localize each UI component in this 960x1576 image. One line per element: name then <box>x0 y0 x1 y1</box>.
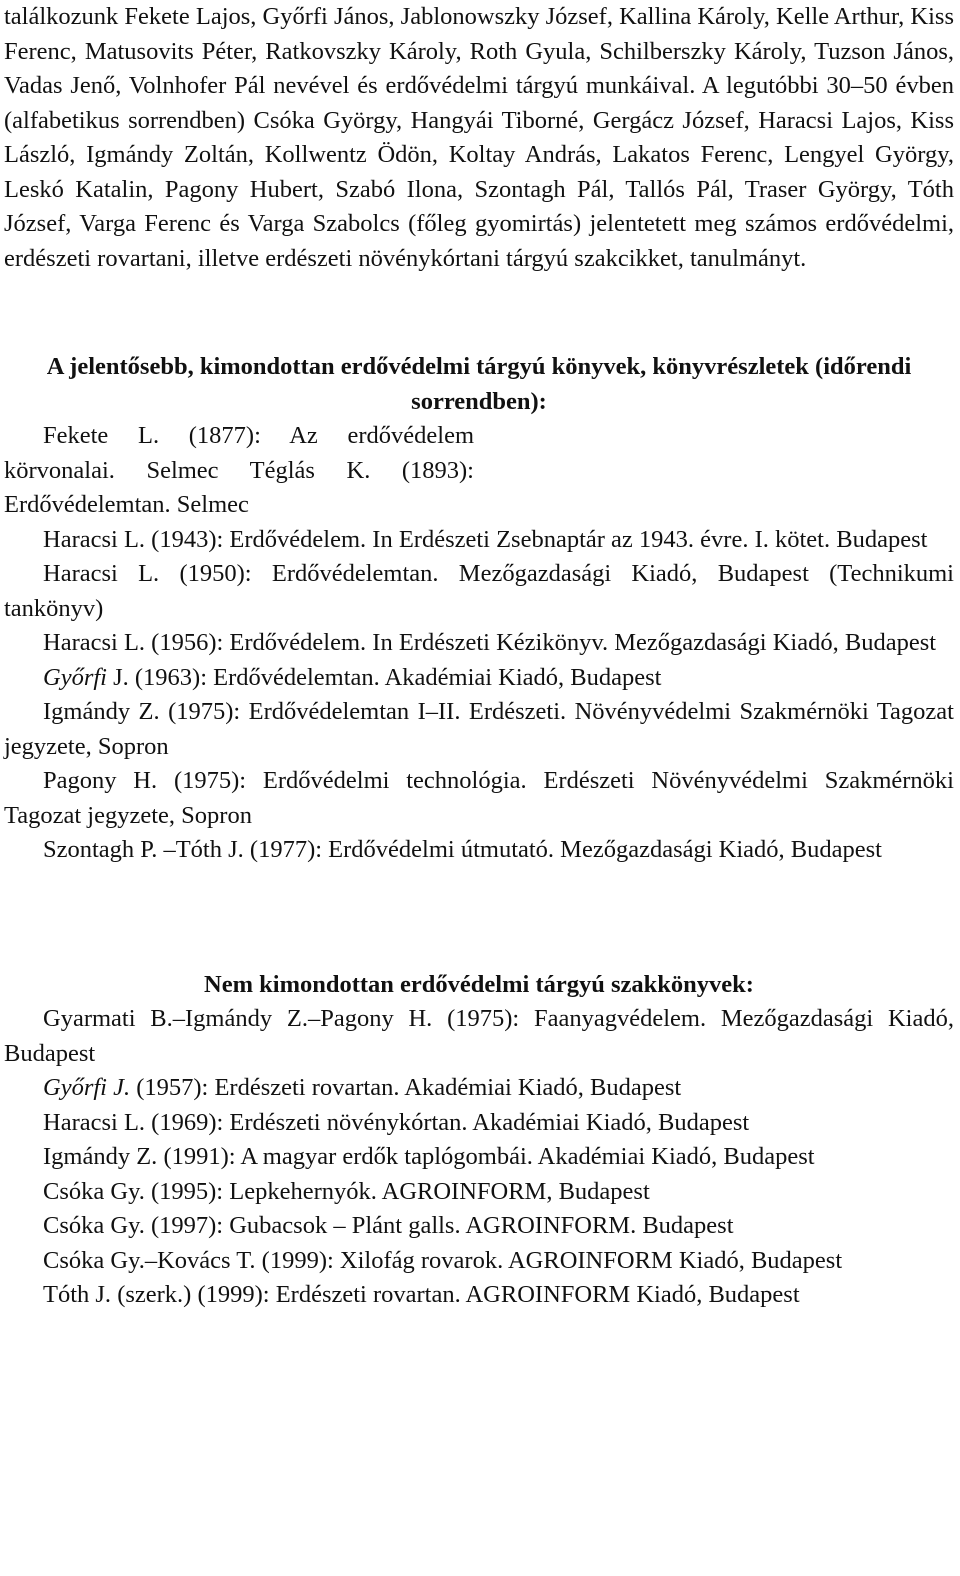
reference-list-primary <box>4 419 954 868</box>
reference-details: (1956): Erdővédelem. In Erdészeti Kézikönyv. Mezőgazdasági Kiadó, Budapest <box>145 629 937 656</box>
reference-details: (1950): Erdővédelemtan. Mezőgazdasági Kiadó, Budapest (Technikumi tankönyv) <box>4 560 954 622</box>
reference-details: (1999): Xilofág rovarok. AGROINFORM Kiadó, Budapest <box>255 1246 843 1274</box>
reference-author: Haracsi L. <box>43 525 146 553</box>
reference-details: (1975): Erdővédelemtan I–II. Erdészeti. Növényvédelmi Szakmérnöki Tagozat jegyzete, Sopron <box>4 698 954 760</box>
reference-item <box>4 1175 954 1210</box>
reference-author: Szontagh P. –Tóth J. <box>43 836 244 863</box>
reference-details: (1975): Erdővédelmi technológia. Erdészeti Növényvédelmi Szakmérnöki Tagozat jegyzete, Sopron <box>4 767 954 829</box>
reference-item <box>4 557 954 626</box>
reference-item <box>4 1209 954 1244</box>
reference-item <box>4 419 474 523</box>
reference-author: Pagony H. <box>43 767 158 794</box>
reference-details: (1943): Erdővédelem. In Erdészeti Zsebnaptár az 1943. évre. I. kötet. Budapest <box>145 525 928 553</box>
reference-details: (1969): Erdészeti növénykórtan. Akadémiai Kiadó, Budapest <box>145 1108 750 1136</box>
reference-author: Tóth J. <box>43 1281 112 1308</box>
reference-author: Gyarmati B.–Igmándy Z.–Pagony H. <box>43 1005 433 1032</box>
reference-item <box>4 695 954 764</box>
reference-author: Csóka Gy. <box>43 1177 145 1205</box>
reference-author: Csóka Gy. <box>43 1212 145 1239</box>
reference-item <box>4 1106 954 1141</box>
reference-item <box>4 764 954 833</box>
reference-item <box>4 1002 954 1071</box>
reference-list-secondary <box>4 1002 954 1313</box>
reference-details: (1975): Faanyagvédelem. Mezőgazdasági Kiadó, Budapest <box>4 1005 954 1067</box>
reference-author: Haracsi L. <box>43 560 160 587</box>
document-page <box>4 0 954 1313</box>
reference-item <box>4 1071 954 1106</box>
reference-item <box>4 661 954 696</box>
reference-author: Csóka Gy.–Kovács T. <box>43 1246 256 1274</box>
reference-details: (1977): Erdővédelmi útmutató. Mezőgazdasági Kiadó, Budapest <box>243 836 882 863</box>
reference-item <box>4 523 954 558</box>
reference-item <box>4 1278 954 1313</box>
reference-details: J. (1963): Erdővédelemtan. Akadémiai Kiadó, Budapest <box>106 663 662 691</box>
reference-item <box>4 1140 954 1175</box>
reference-details: (1991): A magyar erdők taplógombái. Akadémiai Kiadó, Budapest <box>157 1143 815 1170</box>
reference-author: Győrfi <box>43 663 107 691</box>
reference-item <box>4 626 954 661</box>
reference-author: Győrfi J. <box>43 1074 131 1101</box>
reference-details: (1877): Az erdővédelem körvonalai. Selmec Téglás K. (1893): Erdővédelemtan. Selmec <box>4 422 475 518</box>
reference-details: (szerk.) (1999): Erdészeti rovartan. AGROINFORM Kiadó, Budapest <box>111 1281 800 1308</box>
reference-author: Igmándy Z. <box>43 1143 158 1170</box>
reference-item <box>4 1244 954 1279</box>
section-heading-related-books: Nem kimondottan erdővédelmi tárgyú szakkönyvek: <box>204 970 754 998</box>
reference-author: Fekete L. <box>43 422 160 449</box>
reference-details: (1995): Lepkehernyók. AGROINFORM, Budapest <box>144 1177 650 1205</box>
reference-details: (1957): Erdészeti rovartan. Akadémiai Kiadó, Budapest <box>130 1074 682 1101</box>
reference-author: Haracsi L. <box>43 1108 146 1136</box>
reference-details: (1997): Gubacsok – Plánt galls. AGROINFORM. Budapest <box>144 1212 734 1239</box>
section-heading-forest-protection-books: A jelentősebb, kimondottan erdővédelmi tárgyú könyvek, könyvrészletek (időrendi sorrendben): <box>46 353 912 415</box>
reference-author: Igmándy Z. <box>43 698 160 725</box>
intro-paragraph: találkozunk Fekete Lajos, Győrfi János, Jablonowszky József, Kallina Károly, Kelle Arthur, Kiss Ferenc, Matusovits Péter, Ratkovszky Károly, Roth Gyula, Schilberszky Károly, Tuzson János, Vadas Jenő, Volnhofer Pál nevével és erdővédelmi tárgyú munkáival. A legutóbbi 30–50 évben (alfabetikus sorrendben) Csóka György, Hangyái Tiborné, Gergácz József, Haracsi Lajos, Kiss László, Igmándy Zoltán, Kollwentz Ödön, Koltay András, Lakatos Ferenc, Lengyel György, Leskó Katalin, Pagony Hubert, Szabó Ilona, Szontagh Pál, Tallós Pál, Traser György, Tóth József, Varga Ferenc és Varga Szabolcs (főleg gyomirtás) jelentetett meg számos erdővédelmi, erdészeti rovartani, illetve erdészeti növénykórtani tárgyú szakcikket, tanulmányt. <box>4 3 954 272</box>
reference-item <box>4 833 954 868</box>
reference-author: Haracsi L. <box>43 629 146 656</box>
